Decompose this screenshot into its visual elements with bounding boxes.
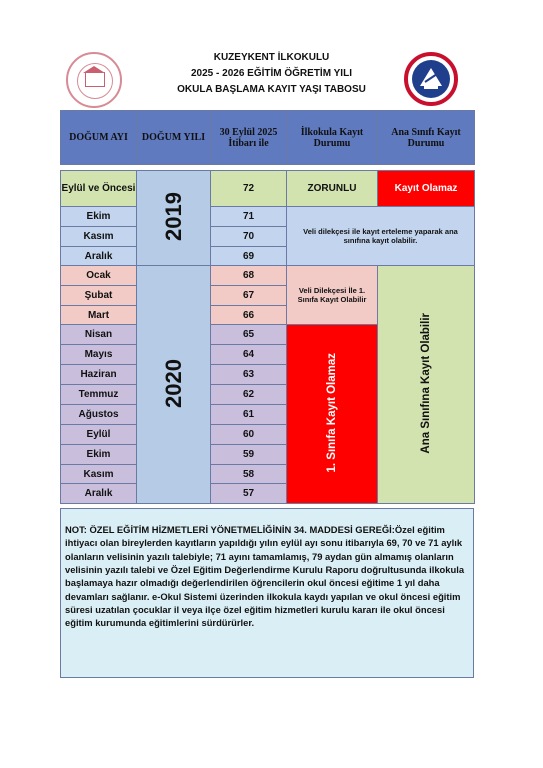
primary-status-cell: ZORUNLU: [287, 171, 378, 207]
month-cell: Eylül: [61, 425, 137, 445]
age-cell: 66: [211, 306, 287, 325]
preschool-eligible-cell: [378, 266, 475, 504]
preschool-status-cell: Kayıt Olamaz: [378, 171, 475, 207]
primary-not-allowed-cell: [287, 325, 378, 504]
age-cell: 63: [211, 365, 287, 385]
month-cell: Aralık: [61, 484, 137, 504]
age-cell: 57: [211, 484, 287, 504]
month-cell: Kasım: [61, 465, 137, 484]
month-cell: Ekim: [61, 445, 137, 465]
age-cell: 67: [211, 286, 287, 306]
month-cell: Haziran: [61, 365, 137, 385]
month-cell: Aralık: [61, 247, 137, 266]
column-header: Ana Sınıfı Kayıt Durumu: [378, 111, 475, 165]
month-cell: Mart: [61, 306, 137, 325]
month-cell: Ekim: [61, 207, 137, 227]
month-cell: Nisan: [61, 325, 137, 345]
age-cell: 68: [211, 266, 287, 286]
age-cell: 72: [211, 171, 287, 207]
age-cell: 62: [211, 385, 287, 405]
birth-year-2019: [137, 171, 211, 266]
school-badge-icon: [400, 52, 462, 106]
month-cell: Temmuz: [61, 385, 137, 405]
month-cell: Kasım: [61, 227, 137, 247]
age-cell: 61: [211, 405, 287, 425]
column-header: DOĞUM YILI: [137, 111, 211, 165]
age-cell: 60: [211, 425, 287, 445]
column-header: DOĞUM AYI: [61, 111, 137, 165]
legal-note: NOT: ÖZEL EĞİTİM HİZMETLERİ YÖNETMELİĞİNİN 34. MADDESİ GEREĞİ:Özel eğitim ihtiyacı olan bireylerden kayıtların yapıldığı yılın eylül ayı sonu itibarıyla 69, 70 ve 71 aylık olanların velisinin yazılı talebiyle; 71 ayını tamamlamış, 79 aydan gün almamış olanların velisinin yazılı talebi ve Özel Eğitim Değerlendirme Kurulu Raporu doğrultusunda ilkokula başlamaya hazır olmadığı değerlendirilen öğrencilerin okul öncesi eğitime 1 yıl daha devamları sağlanır. e-Okul Sistemi üzerinden ilkokula kaydı yapılan ve okul öncesi eğitim süresi uzatılan çocuklar il veya ilçe özel eğitim hizmetleri kurulu kararı ile okul öncesi eğitim kurumunda eğitimlerini sürdürürler.: [60, 508, 474, 678]
age-cell: 58: [211, 465, 287, 484]
column-header: İlkokula Kayıt Durumu: [287, 111, 378, 165]
age-cell: 71: [211, 207, 287, 227]
age-cell: 69: [211, 247, 287, 266]
enrollment-age-table: [60, 110, 475, 504]
meb-emblem-icon: [66, 52, 122, 108]
page-title: OKULA BAŞLAMA KAYIT YAŞI TABOSU: [177, 84, 366, 95]
column-header: 30 Eylül 2025 İtibarı ile: [211, 111, 287, 165]
age-cell: 64: [211, 345, 287, 365]
birth-year-2020: [137, 266, 211, 504]
academic-year: 2025 - 2026 EĞİTİM ÖĞRETİM YILI: [191, 68, 352, 79]
month-cell: Ocak: [61, 266, 137, 286]
month-cell: Eylül ve Öncesi: [61, 171, 137, 207]
school-name: KUZEYKENT İLKOKULU: [213, 52, 330, 63]
month-cell: Mayıs: [61, 345, 137, 365]
year-label: 2019: [160, 192, 186, 241]
primary-not-allowed-label: 1. Sınıfa Kayıt Olamaz: [326, 352, 338, 473]
month-cell: Ağustos: [61, 405, 137, 425]
deferral-note-cell: Veli dilekçesi ile kayıt erteleme yaparak ana sınıfına kayıt olabilir.: [287, 207, 475, 266]
petition-primary-cell: Veli Dilekçesi İle 1. Sınıfa Kayıt Olabilir: [287, 266, 378, 325]
year-label: 2020: [160, 358, 186, 408]
month-cell: Şubat: [61, 286, 137, 306]
age-cell: 59: [211, 445, 287, 465]
preschool-eligible-label: Ana Sınıfına Kayıt Olabilir: [420, 312, 432, 454]
age-cell: 65: [211, 325, 287, 345]
age-cell: 70: [211, 227, 287, 247]
